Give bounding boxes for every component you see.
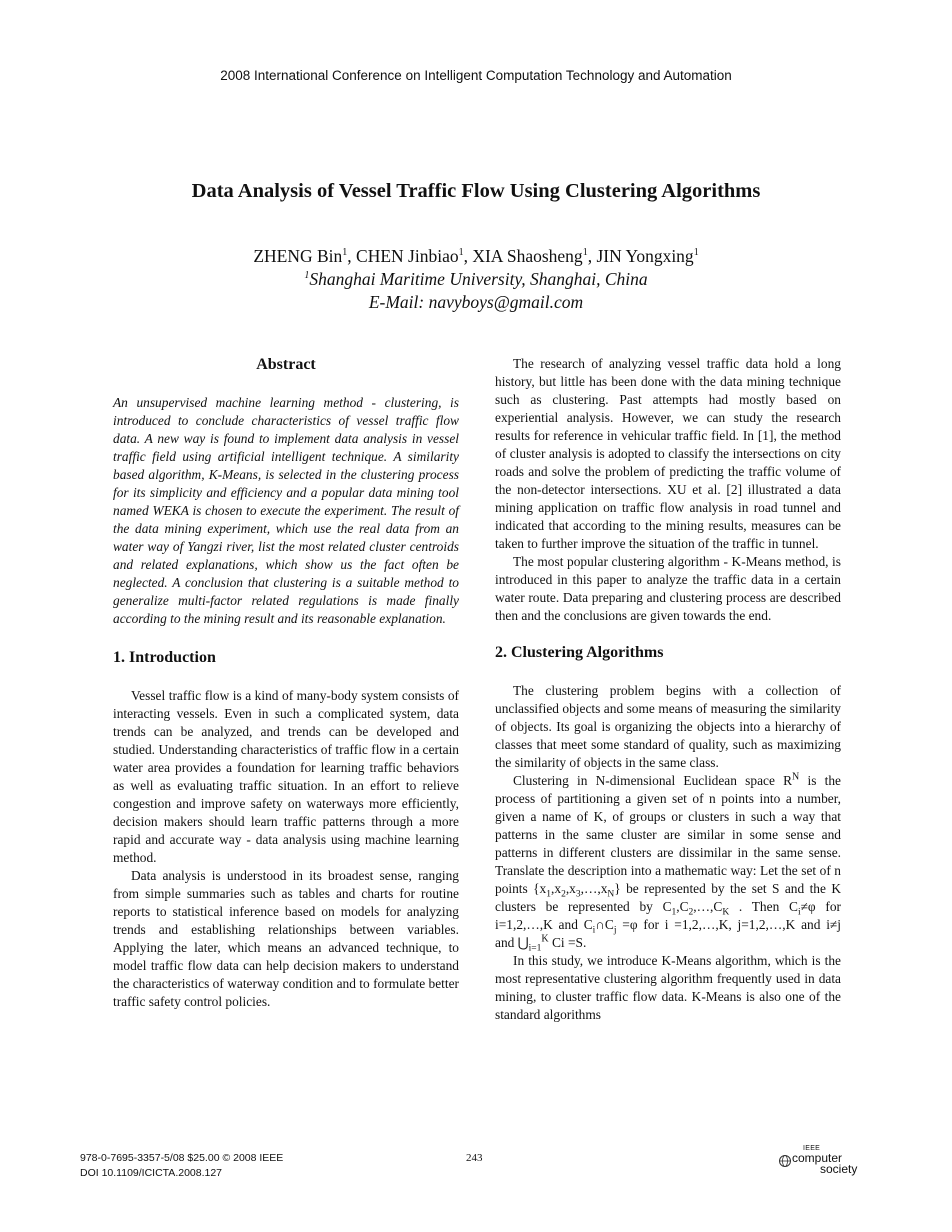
author-block: [0, 245, 952, 314]
isbn-line: 978-0-7695-3357-5/08 $25.00 © 2008 IEEE: [80, 1152, 284, 1164]
page-number: 243: [466, 1152, 483, 1164]
subscript: i: [797, 907, 801, 918]
globe-icon: [778, 1154, 792, 1168]
author-separator: ,: [587, 246, 597, 266]
subscript: i: [592, 925, 596, 936]
subscript: 1: [546, 889, 552, 900]
subscript: N: [607, 889, 615, 900]
author-affil-mark: 1: [342, 247, 348, 259]
superscript: N: [792, 771, 800, 783]
author-separator: ,: [463, 246, 473, 266]
author-name: CHEN Jinbiao: [356, 246, 459, 266]
logo-computer-text: computer: [792, 1151, 843, 1165]
right-column: [495, 355, 841, 1024]
text-run: ,x: [551, 881, 562, 896]
conference-header: 2008 International Conference on Intelligent Computation Technology and Automation: [220, 68, 732, 83]
author-name: ZHENG Bin: [253, 246, 343, 266]
text-run: ∩C: [595, 917, 614, 932]
section-heading-clustering: 2. Clustering Algorithms: [495, 644, 664, 661]
author-name: XIA Shaosheng: [472, 246, 583, 266]
author-name: JIN Yongxing: [596, 246, 694, 266]
section-heading-introduction: 1. Introduction: [113, 649, 216, 666]
subscript: j: [613, 925, 617, 936]
affiliation: [0, 268, 952, 291]
text-run: Clustering in N-dimensional Euclidean space R: [513, 773, 793, 788]
abstract-text: An unsupervised machine learning method - clustering, is introduced to conclude characteristics of vessel traffic flow data. A new way is found to implement data analysis in vessel traffic field using artificial intelligent technique. A similarity based algorithm, K-Means, is selected in the clustering process for its simplicity and efficiency and a popular data mining tool named WEKA is chosen to execute the experiment. The result of the data mining experiment, which use the real data from an water way of Yangzi river, list the most related cluster centroids and related explanations, which show us the fact often be neglected. A conclusion that clustering is a suitable method to generalize multi-factor related regulations is made finally according to the mining result and its reasonable explanation.: [113, 395, 459, 626]
footer-copyright: [80, 1151, 283, 1181]
ieee-computer-society-logo: [776, 1145, 866, 1181]
superscript: K: [541, 933, 549, 945]
logo-society-text: society: [820, 1162, 858, 1176]
email[interactable]: E-Mail: navyboys@gmail.com: [368, 292, 584, 312]
text-run: ,…,x: [580, 881, 608, 896]
author-affil-mark: 1: [582, 247, 588, 259]
abstract-heading: Abstract: [256, 356, 316, 373]
text-run: is the process of partitioning a given set of n points into a number, given a name of K, of groups or clusters in such a way that patterns in the same cluster are similar in some sense and patterns in different clusters are dissimilar in the same sense. Translate the description into a mathematic way: Let the set of n points {x: [495, 773, 841, 896]
text-run: ≠φ for i=1,2,…,K and C: [495, 899, 841, 932]
paragraph-math: [495, 772, 841, 952]
subscript: 3: [575, 889, 581, 900]
paragraph: The most popular clustering algorithm - K-Means method, is introduced in this paper to analyze the traffic data in a certain water route. Data preparing and clustering process are described then and the conclusions are given towards the end.: [495, 554, 841, 623]
subscript: 2: [688, 907, 694, 918]
subscript: i=1: [528, 943, 542, 954]
text-run: ,x: [565, 881, 576, 896]
paragraph: The research of analyzing vessel traffic data hold a long history, but little has been done with the data mining technique such as clustering. Past attempts had mostly based on experiential analysis. However, we can study the research results for reference in vehicular traffic field. In [1], the method of cluster analysis is adopted to classify the intersections on city roads and solve the problem of predicting the traffic volume of the non-detector intersections. XU et al. [2] illustrated a data mining application on traffic flow analysis in road tunnel and indicated that according to the mining results, measures can be taken to further improve the situation of the traffic in tunnel.: [495, 356, 841, 551]
paragraph: Vessel traffic flow is a kind of many-body system consists of interacting vessels. Even in such a complicated system, data trends can be analyzed, and trends can be developed and studied. Understanding characteristics of traffic flow in a certain water area provides a foundation for learning traffic behaviors as well as evaluating traffic situation. In an effort to relieve congestion and improve safety on waterways more efficiently, decision makers should learn traffic patterns through a more rapid and accurate way - data analysis using machine learning method.: [113, 688, 459, 865]
doi-line: DOI 10.1109/ICICTA.2008.127: [80, 1167, 223, 1179]
text-run: } be represented by the set S and the K clusters be represented by C: [495, 881, 841, 914]
left-column: [113, 355, 459, 1011]
paragraph: In this study, we introduce K-Means algorithm, which is the most representative clustering algorithm frequently used in data mining, to cluster traffic flow data. K-Means is also one of the standard algorithms: [495, 953, 841, 1022]
subscript: 1: [671, 907, 677, 918]
logo-ieee-text: IEEE: [803, 1145, 821, 1152]
text-run: ,C: [676, 899, 689, 914]
author-affil-mark: 1: [693, 247, 699, 259]
author-separator: ,: [347, 246, 357, 266]
text-run: . Then C: [729, 899, 798, 914]
subscript: K: [722, 907, 730, 918]
affiliation-text: Shanghai Maritime University, Shanghai, China: [309, 269, 648, 289]
paper-title: Data Analysis of Vessel Traffic Flow Using Clustering Algorithms: [191, 180, 761, 202]
paragraph: Data analysis is understood in its broadest sense, ranging from simple summaries such as tables and charts for routine reports to statistical inference based on models for analyzing trends and establishing relationships between variables. Applying the later, which means an advanced technique, to model traffic flow data can help decision makers to understand the characteristics of waterway condition and to formulate better traffic safety control policies.: [113, 868, 459, 1009]
author-list: [0, 245, 952, 268]
subscript: 2: [561, 889, 566, 900]
paragraph: The clustering problem begins with a collection of unclassified objects and some means of measuring the similarity of objects. Its goal is organizing the objects into a hierarchy of classes that meet some standard of quality, such as maximizing the similarity of objects in the same class.: [495, 683, 841, 770]
affiliation-mark: 1: [304, 270, 310, 282]
text-run: Ci =S.: [548, 935, 587, 950]
author-affil-mark: 1: [458, 247, 464, 259]
text-run: ,…,C: [693, 899, 723, 914]
text-run: =φ for i =1,2,…,K, j=1,2,…,K and i≠j and ⋃: [495, 917, 841, 950]
